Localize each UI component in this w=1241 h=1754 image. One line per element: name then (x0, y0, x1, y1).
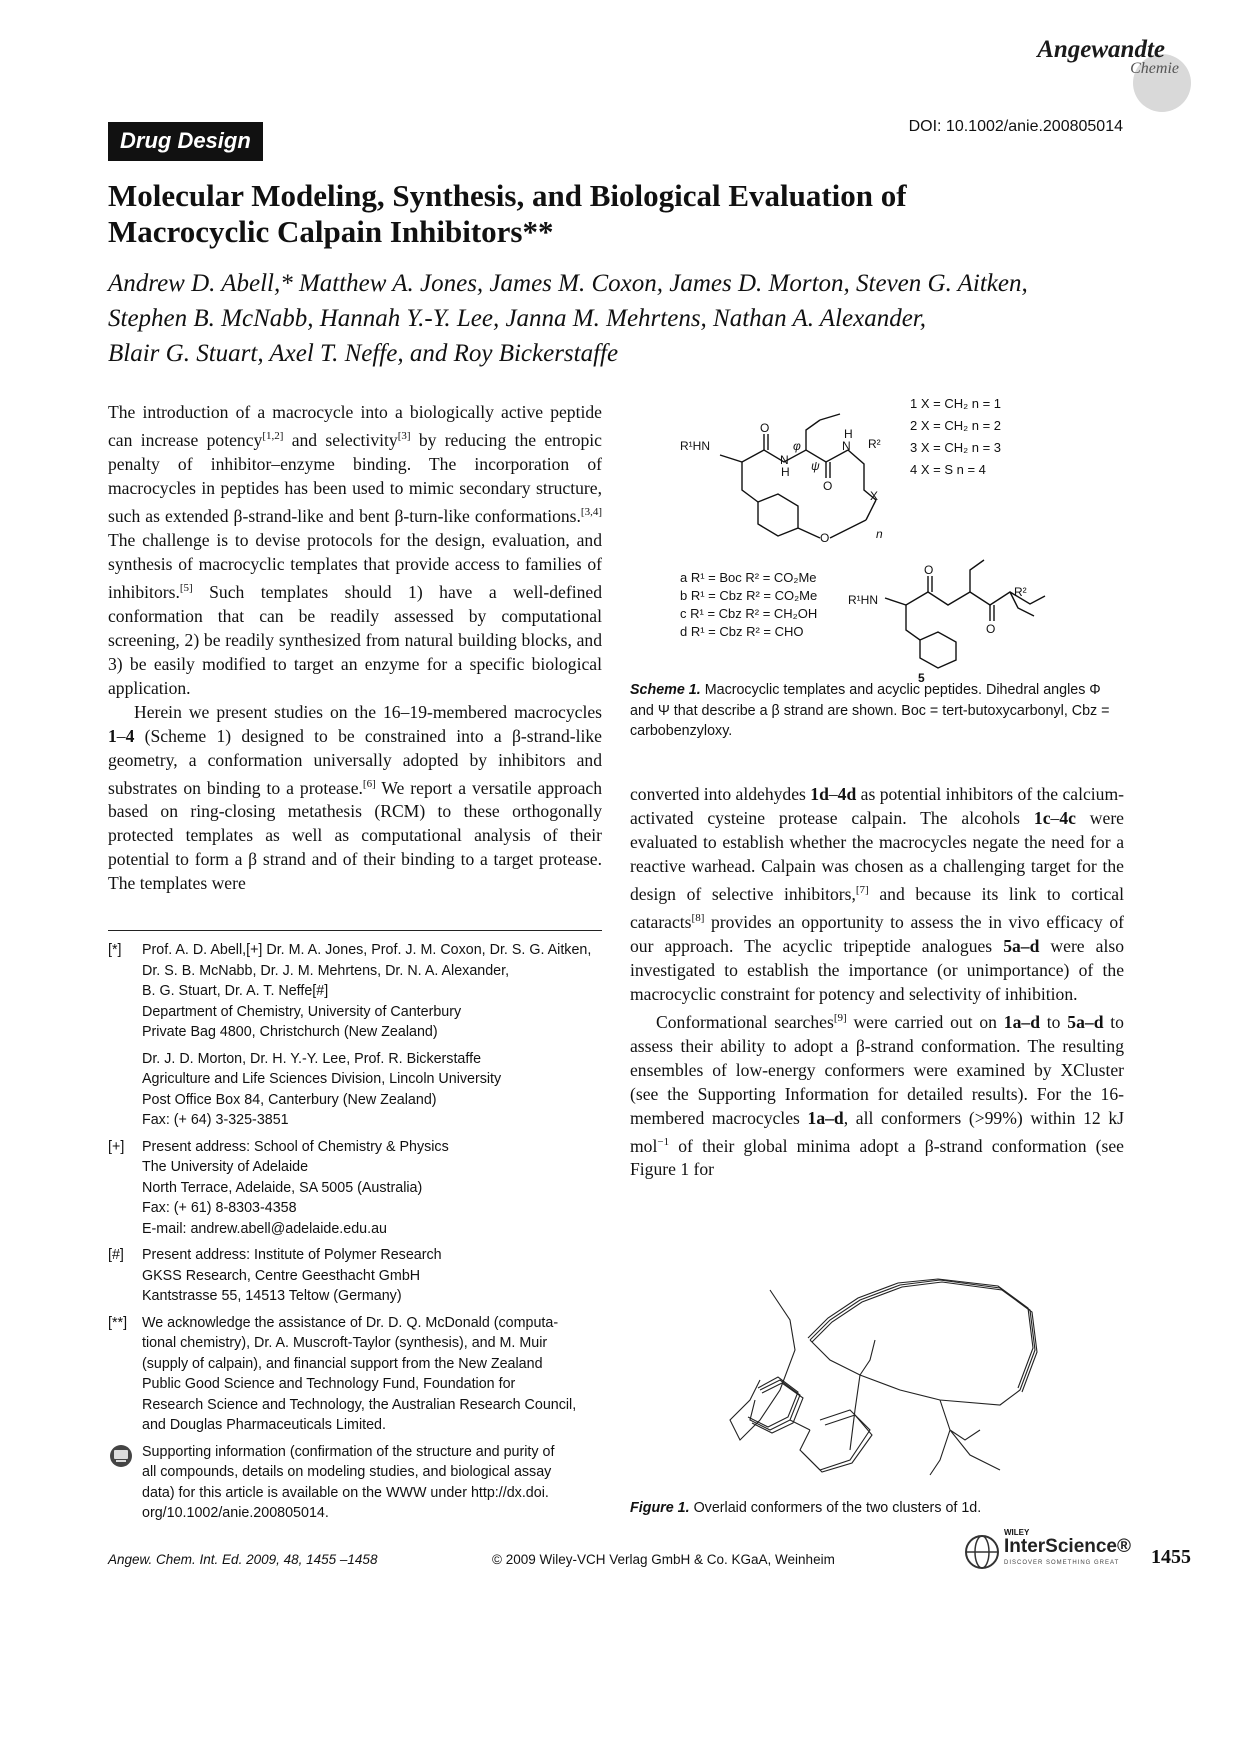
scheme-1-structures (680, 396, 1140, 685)
citation[interactable]: [3,4] (580, 505, 602, 518)
table-row: 1 X = CH₂ n = 1 (910, 396, 1002, 411)
footer-citation: Angew. Chem. Int. Ed. 2009, 48, 1455 –1458 (108, 1552, 378, 1567)
compound-ref: 5a–d (1067, 1011, 1104, 1032)
text-run: of their global minima adopt a β-strand conformation (see Figure 1 for (630, 1135, 1124, 1180)
text-run: – (1050, 808, 1060, 828)
scheme-label-o3: O (820, 531, 830, 545)
table-row: 4 X = S n = 4 (910, 462, 986, 477)
scheme-label-o-5: O (924, 563, 934, 577)
footnote-line: Fax: (+ 64) 3-325-3851 (142, 1112, 289, 1128)
footnote-line: Prof. A. D. Abell,[+] Dr. M. A. Jones, Prof. J. M. Coxon, Dr. S. G. Aitken, (142, 942, 592, 958)
scheme-label-x: X (870, 489, 879, 503)
footnote-line: Supporting information (confirmation of the structure and purity of (142, 1443, 555, 1460)
caption-text: Macrocyclic templates and acyclic peptides. Dihedral angles Φ and Ψ that describe a β strand are shown. Boc = tert-butoxycarbonyl, Cbz = carbobenzyloxy. (630, 682, 1110, 739)
footnote-acknowledgment (108, 1313, 608, 1436)
text-run: , all conformers (>99%) within 12 kJ mol (630, 1107, 1124, 1156)
citation[interactable]: [9] (833, 1011, 847, 1024)
footnote-line: tional chemistry), Dr. A. Muscroft-Taylor (synthesis), and M. Muir (142, 1335, 548, 1351)
text-run: the entropic penalty of inhibitor–enzyme binding. The incorporation of macrocycles in peptides has been used to mimic secondary structure, such as extended β-strand-like and bent β-turn-like conformations. (108, 429, 602, 526)
table-row: b R¹ = Cbz R² = CO₂Me (680, 588, 818, 603)
footnote-mark: [*] (108, 942, 122, 958)
scheme-label-psi: ψ (811, 459, 820, 473)
footnote-line: GKSS Research, Centre Geesthacht GmbH (142, 1267, 421, 1284)
footnote-line: Present address: School of Chemistry & Physics (142, 1138, 449, 1155)
scheme-label-o2-5: O (986, 622, 996, 636)
citation[interactable]: [8] (691, 911, 705, 924)
compound-ref: 4d (837, 784, 857, 804)
citation[interactable]: [5] (179, 581, 193, 594)
text-run: and because its link to cortical cataracts (630, 883, 1124, 932)
text-run: We report a versatile approach based on ring-closing metathesis (RCM) to these orthogonally protected templates as well as computational analysis of their potential to form a β strand and of their binding to a target protease. The templates were (108, 777, 602, 894)
footnote-line: B. G. Stuart, Dr. A. T. Neffe[#] (142, 983, 329, 999)
footnote-line: Public Good Science and Technology Fund, Foundation for (142, 1376, 516, 1392)
body-column-right (630, 782, 1124, 1181)
article-title (108, 178, 1068, 250)
footnote-affiliation (108, 940, 608, 1131)
text-run: were carried out on (846, 1011, 1004, 1032)
text-run: provides an opportunity to assess the in vivo efficacy of our approach. The acyclic tripeptide analogues (630, 911, 1124, 956)
interscience-logo[interactable] (962, 1528, 1162, 1578)
footnote-line: Present address: Institute of Polymer Research (142, 1247, 442, 1263)
journal-logo (1031, 36, 1191, 96)
page-number: 1455 (1151, 1546, 1191, 1568)
text-run: – (828, 784, 838, 804)
footnote-supporting-info (108, 1442, 608, 1524)
figure-caption (630, 1498, 1124, 1519)
text-run: Herein we present studies on the 16–19-membered macrocycles (134, 701, 602, 722)
text-run: (Scheme 1) designed to be constrained into a β-strand-like geometry, a conformation universally adopted by inhibitors and substrates on binding to a protease. (108, 725, 602, 798)
text-run: – (116, 725, 126, 746)
text-run: and selectivity (283, 429, 398, 450)
logo-word-chemie: Chemie (1130, 60, 1179, 77)
scheme-label-n: N (780, 453, 789, 467)
footnote-line: Dr. J. D. Morton, Dr. H. Y.-Y. Lee, Prof. R. Bickerstaffe (142, 1050, 482, 1067)
footnote-line: data) for this article is available on the WWW under http://dx.doi. (142, 1484, 549, 1501)
title-line-2: Macrocyclic Calpain Inhibitors** (108, 214, 554, 249)
scheme-label-o2: O (823, 479, 833, 493)
compound-ref: 1d (810, 784, 829, 804)
text-run: The challenge is to devise protocols for the design, evaluation, and synthesis of macrocyclic templates that provide access to families of inhibitors. (108, 529, 602, 602)
footnote-rule (108, 930, 602, 931)
scheme-label-r2-5: R² (1014, 585, 1027, 599)
footnote-present-address-1 (108, 1137, 608, 1240)
title-line-1: Molecular Modeling, Synthesis, and Biological Evaluation of (108, 178, 907, 213)
superscript: −1 (657, 1135, 670, 1148)
citation[interactable]: [1,2] (262, 430, 284, 442)
scheme-label-r1hn: R¹HN (680, 439, 710, 453)
table-row: 3 X = CH₂ n = 3 (910, 440, 1002, 455)
conformer-lines (730, 1279, 1037, 1475)
footnote-line: Fax: (+ 61) 8-8303-4358 (142, 1200, 297, 1216)
footnote-line: The University of Adelaide (142, 1159, 309, 1175)
figure-1-conformer-overlay (700, 1280, 1080, 1480)
footnote-mark: [**] (108, 1314, 128, 1331)
scheme-caption (630, 680, 1124, 742)
footnotes (108, 940, 608, 1530)
footnote-line: Dr. S. B. McNabb, Dr. J. M. Mehrtens, Dr. N. A. Alexander, (142, 962, 510, 979)
footnote-present-address-2 (108, 1245, 608, 1307)
footnote-line: all compounds, details on modeling studies, and biological assay (142, 1464, 552, 1480)
text-run: Conformational searches (656, 1011, 834, 1032)
section-tag: Drug Design (108, 122, 263, 161)
compound-ref: 4 (125, 725, 135, 746)
citation[interactable]: [7] (855, 884, 869, 896)
footnote-line: (supply of calpain), and financial support from the New Zealand (142, 1355, 543, 1372)
footnote-line: Private Bag 4800, Christchurch (New Zealand) (142, 1024, 438, 1040)
text-run: to assess their ability to adopt a β-strand conformation. The resulting ensembles of low-energy conformers were examined by XCluster (see the Supporting Information for detailed results). For the 16-membered macrocycles (630, 1011, 1124, 1128)
compound-ref: 1a–d (807, 1107, 844, 1128)
body-column-left (108, 400, 602, 895)
table-row: a R¹ = Boc R² = CO₂Me (680, 570, 817, 585)
text-run: peptide can increase potency (108, 402, 602, 450)
authors-line-1: Andrew D. Abell,* Matthew A. Jones, James M. Coxon, James D. Morton, Steven G. Aitken, (108, 270, 1028, 297)
compound-ref: 1 (108, 725, 117, 746)
compound-table-1 (910, 396, 1001, 411)
logo-wiley: WILEY (1004, 1528, 1030, 1537)
paragraph-conformational (630, 1006, 1124, 1182)
caption-text: Overlaid conformers of the two clusters of 1d. (689, 1500, 982, 1516)
logo-tagline: DISCOVER SOMETHING GREAT (1004, 1560, 1120, 1566)
scheme-label-o: O (760, 421, 770, 435)
text-run: Such templates should 1) have a well-defined conformation that can be readily assessed by computational screening, 2) be readily synthesized from natural building blocks, and 3) be easily modified to target an enzyme for a specific biological application. (108, 581, 602, 698)
compound-ref: 1a–d (1003, 1011, 1040, 1032)
paragraph-herein (108, 700, 602, 896)
footer-copyright: © 2009 Wiley-VCH Verlag GmbH & Co. KGaA, Weinheim (492, 1552, 835, 1567)
author-list (108, 266, 1128, 371)
footnote-line: Kantstrasse 55, 14513 Teltow (Germany) (142, 1288, 402, 1304)
caption-label: Figure 1. (630, 1500, 690, 1516)
citation[interactable]: [6] (362, 777, 376, 790)
footnote-line: org/10.1002/anie.200805014. (142, 1505, 329, 1521)
text-run: converted into aldehydes (630, 784, 811, 804)
citation[interactable]: [3] (397, 430, 411, 442)
footnote-line: Department of Chemistry, University of Canterbury (142, 1003, 462, 1020)
text-run: were evaluated to establish whether the macrocycles negate the need for a reactive warhead. Calpain was chosen as a challenging target for the design of selective inhibitors, (630, 808, 1124, 904)
scheme-label-n2: N (842, 439, 851, 453)
footnote-line: North Terrace, Adelaide, SA 5005 (Australia) (142, 1179, 423, 1196)
caption-label: Scheme 1. (630, 682, 701, 698)
scheme-label-h2: H (844, 427, 853, 441)
compound-ref: 5a–d (1003, 935, 1040, 956)
table-row: 2 X = CH₂ n = 2 (910, 418, 1002, 433)
compound-ref: 1c (1033, 808, 1051, 828)
footnote-line: We acknowledge the assistance of Dr. D. Q. McDonald (computa- (142, 1314, 559, 1331)
email-link[interactable]: E-mail: andrew.abell@adelaide.edu.au (142, 1220, 388, 1237)
scheme-label-r1hn-5: R¹HN (848, 593, 878, 607)
table-row: d R¹ = Cbz R² = CHO (680, 624, 804, 639)
compound-ref: 4c (1059, 808, 1076, 828)
footnote-mark: [#] (108, 1247, 124, 1263)
authors-line-3: Blair G. Stuart, Axel T. Neffe, and Roy Bickerstaffe (108, 340, 619, 367)
scheme-label-r2: R² (868, 437, 881, 451)
text-run: The introduction of a macrocycle into a biologically active (108, 402, 544, 422)
footnote-line: Agriculture and Life Sciences Division, Lincoln University (142, 1071, 502, 1087)
globe-icon (962, 1532, 1002, 1572)
paragraph-aldehydes (630, 782, 1124, 1006)
footnote-line: Research Science and Technology, the Australian Research Council, (142, 1396, 577, 1413)
text-run: were also investigated to establish the importance (or unimportance) of the macrocyclic constraint for potency and selectivity of inhibition. (630, 935, 1124, 1004)
compound-5-label: 5 (918, 671, 925, 685)
text-run: to (1039, 1011, 1068, 1032)
text-run: by reducing (410, 429, 507, 450)
scheme-label-phi: φ (793, 439, 801, 453)
doi[interactable]: DOI: 10.1002/anie.200805014 (908, 118, 1123, 135)
paragraph-intro (108, 400, 602, 700)
table-row: c R¹ = Cbz R² = CH₂OH (680, 606, 818, 621)
authors-line-2: Stephen B. McNabb, Hannah Y.-Y. Lee, Janna M. Mehrtens, Nathan A. Alexander, (108, 305, 926, 332)
logo-word-angewandte: Angewandte (1037, 36, 1165, 63)
monitor-icon (108, 1444, 134, 1475)
scheme-label-n-sub: n (876, 527, 883, 541)
logo-interscience: InterScience® (1004, 1536, 1131, 1557)
footnote-line: Post Office Box 84, Canterbury (New Zealand) (142, 1091, 437, 1108)
scheme-label-h: H (781, 465, 790, 479)
footnote-line: and Douglas Pharmaceuticals Limited. (142, 1417, 386, 1433)
text-run: as potential inhibitors of the calcium-activated cysteine protease calpain. The alcohols (630, 784, 1125, 828)
footnote-mark: [+] (108, 1138, 125, 1155)
